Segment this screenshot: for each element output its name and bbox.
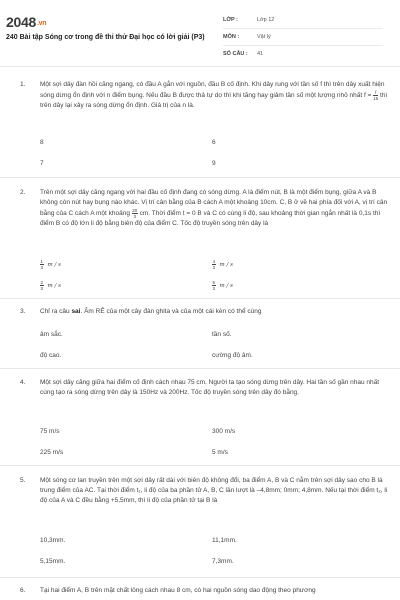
question-number: 5.	[20, 477, 26, 484]
answer-option[interactable]: 75 m/s	[40, 428, 60, 435]
fraction	[40, 280, 44, 291]
answer-option[interactable]	[212, 280, 233, 291]
answer-option[interactable]: 9	[212, 160, 216, 167]
unit-label: m / s	[47, 283, 61, 290]
fraction-numerator: f	[375, 90, 377, 95]
meta-row-count	[223, 46, 383, 62]
fraction-numerator: 5	[212, 280, 216, 285]
answer-option[interactable]	[212, 259, 233, 270]
answer-option[interactable]: 300 m/s	[212, 428, 236, 435]
fraction-denominator: 3	[133, 214, 137, 219]
question-number: 1.	[20, 81, 26, 88]
answer-option[interactable]: 10,3mm.	[40, 537, 66, 544]
answer-option[interactable]: 7,3mm.	[212, 558, 234, 565]
answer-option[interactable]: độ cao.	[40, 352, 62, 359]
fraction	[40, 259, 44, 270]
header-divider	[0, 66, 400, 67]
logo-text: 2048	[6, 14, 36, 30]
meta-value: 41	[257, 51, 264, 57]
meta-table	[223, 12, 383, 62]
emphasis-text: sai	[71, 308, 81, 315]
answer-option[interactable]	[40, 280, 61, 291]
fraction-numerator: 2	[40, 280, 44, 285]
meta-key: MÔN :	[223, 34, 240, 40]
question-4	[6, 378, 390, 398]
question-text	[40, 307, 390, 317]
question-text	[40, 80, 390, 111]
meta-key: SỐ CÂU :	[223, 51, 248, 57]
question-text: Tại hai điểm A, B trên mặt chất lỏng cách nhau 8 cm, có hai nguồn sóng dao động theo phương	[40, 587, 316, 594]
question-1	[6, 80, 390, 111]
meta-row-subject	[223, 29, 383, 46]
question-divider	[0, 368, 400, 369]
question-5	[6, 476, 390, 506]
fraction-denominator: 15	[373, 96, 379, 101]
question-text-part: Trên một sợi dây căng ngang với hai đầu cố định đang có sóng dừng. A là điểm nút, B là một điểm bụng, giữa A và B không còn nút hay bụng nào khác. Vị trí cân bằng của B cách A một khoảng 10cm. C, B ở về hai phía đối với A, vị trí cân bằng của C cách A một khoảng	[40, 189, 388, 218]
answer-option[interactable]: 11,1mm.	[212, 537, 237, 544]
meta-value: Vật lý	[257, 34, 271, 40]
fraction	[212, 259, 216, 270]
fraction-denominator: 3	[212, 286, 216, 291]
answer-option[interactable]: tần số.	[212, 331, 232, 338]
fraction	[212, 280, 216, 291]
question-text: Một sóng cơ lan truyền trên một sợi dây rất dài với biên độ không đổi, ba điểm A, B và C nằm trên sợi dây sao cho B là trung điểm của AC. Tại thời điểm t₁, li độ của ba phần tử A, B, C lần lượt là –4,8mm; 0mm; 4,8mm. Nếu tại thời điểm t₂, li độ của A và C đều bằng +5,5mm, thì li độ của phần tử tại B là	[40, 477, 388, 504]
question-text-part: Một sợi dây đàn hồi căng ngang, có đầu A gắn với nguồn, đầu B cố định. Khi dây rung với tần số f thì trên dây xuất hiện sóng dừng ổn định với n điểm bụng. Nếu đầu B được thả tự do thì khi tăng hay giảm tần số một lượng nhỏ nhất f =	[40, 81, 385, 100]
question-text-part: cm. Thời điểm t = 0 B và C có cùng li độ, sau khoảng thời gian ngắn nhất là 0,1s thì điểm B có độ lớn li độ bằng biên độ của điểm C. Tốc độ truyền sóng trên dây là	[40, 210, 381, 228]
page-title: 240 Bài tập Sóng cơ trong đề thi thử Đại học có lời giải (P3)	[6, 34, 205, 41]
answer-option[interactable]: 5,15mm.	[40, 558, 66, 565]
question-divider	[0, 577, 400, 578]
meta-key: LỚP :	[223, 17, 238, 23]
fraction-numerator: 1	[40, 259, 44, 264]
question-text-part: . Âm RÊ của một cây đàn ghita và của một cái kèn có thể cùng	[80, 308, 262, 315]
fraction-numerator: 20	[132, 208, 138, 213]
question-text-part: Chỉ ra câu	[40, 308, 72, 315]
unit-label: m / s	[47, 262, 61, 269]
question-number: 4.	[20, 379, 26, 386]
answer-option[interactable]: 8	[40, 139, 44, 146]
answer-option[interactable]	[40, 259, 61, 270]
question-number: 3.	[20, 308, 26, 315]
answer-option[interactable]: 6	[212, 139, 216, 146]
answer-option[interactable]: 225 m/s	[40, 449, 64, 456]
question-6	[6, 586, 390, 596]
question-text	[40, 188, 390, 229]
question-number: 2.	[20, 189, 26, 196]
fraction-denominator: 3	[40, 265, 44, 270]
question-divider	[0, 465, 400, 466]
fraction-denominator: 3	[40, 286, 44, 291]
unit-label: m / s	[219, 262, 233, 269]
question-2	[6, 188, 390, 229]
fraction-numerator: 4	[212, 259, 216, 264]
question-divider	[0, 298, 400, 299]
answer-option[interactable]: âm sắc.	[40, 331, 63, 338]
question-divider	[0, 177, 400, 178]
meta-row-class	[223, 12, 383, 29]
question-text: Một sợi dây căng giữa hai điểm cố định cách nhau 75 cm. Người ta tạo sóng dừng trên dây. Hai tần số gần nhau nhất cùng tạo ra sóng dừng trên dây là 150Hz và 200Hz. Tốc độ truyền sóng trên dây đó bằng.	[40, 379, 380, 396]
answer-option[interactable]: 7	[40, 160, 44, 167]
question-3	[6, 307, 390, 317]
unit-label: m / s	[219, 283, 233, 290]
site-logo[interactable]	[6, 14, 46, 30]
answer-option[interactable]: cường độ âm.	[212, 352, 253, 359]
question-number: 6.	[20, 587, 26, 594]
question-text-part: thì trên dây lại xảy ra sóng dừng ổn định. Giá trị của n là.	[40, 92, 388, 110]
logo-suffix: .vn	[36, 19, 47, 27]
answer-option[interactable]: 5 m/s	[212, 449, 228, 456]
meta-value: Lớp 12	[257, 17, 275, 23]
fraction-denominator: 3	[212, 265, 216, 270]
